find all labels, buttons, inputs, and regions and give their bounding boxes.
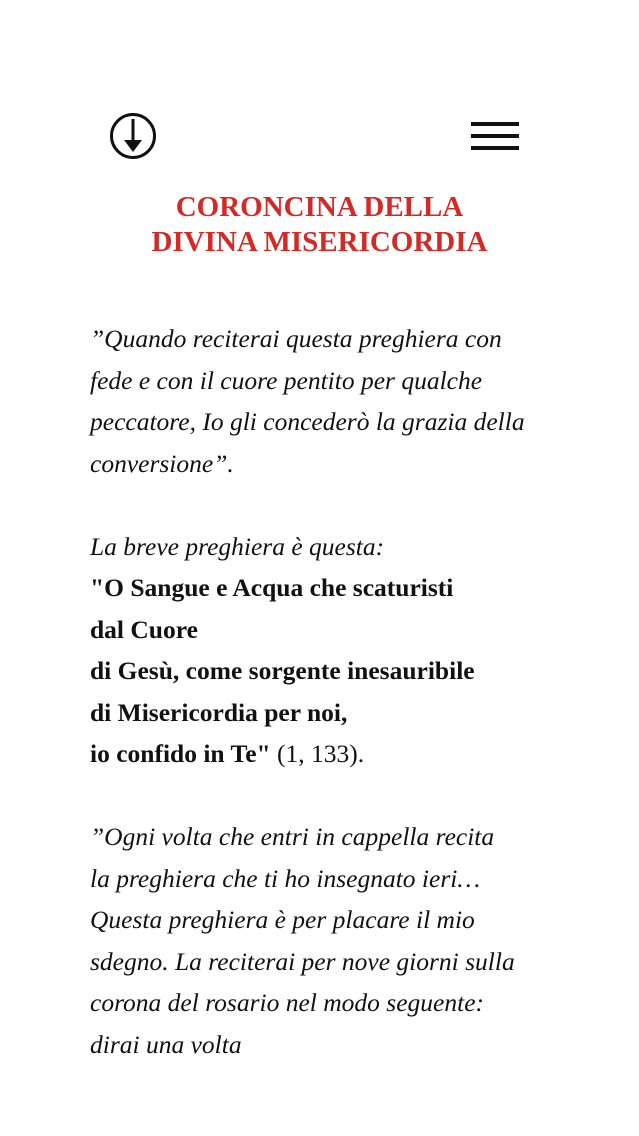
prayer-line: "O Sangue e Acqua che scaturisti — [90, 573, 454, 602]
top-bar — [0, 112, 639, 160]
prayer-line: io confido in Te" — [90, 739, 271, 768]
prayer-last-line — [90, 733, 560, 775]
prayer-text — [90, 318, 560, 1059]
prayer-line: dal Cuore — [90, 614, 198, 644]
prayer-line: di Misericordia per noi, — [90, 697, 348, 727]
prayer-intro: La breve preghiera è questa: — [90, 531, 385, 561]
quote-paragraph-2 — [90, 816, 560, 1065]
text-line: corona del rosario nel modo seguente: — [90, 988, 485, 1017]
text-line: la preghiera che ti ho insegnato ieri… — [90, 863, 481, 893]
title-line-1: CORONCINA DELLA — [175, 191, 464, 223]
text-line: ”Quando reciterai questa preghiera con — [90, 324, 502, 353]
prayer-line: di Gesù, come sorgente inesauribile — [90, 656, 475, 685]
text-line: sdegno. La reciterai per nove giorni sulla — [90, 946, 515, 976]
menu-button[interactable] — [471, 120, 519, 152]
down-arrow-circle-icon — [109, 112, 157, 160]
hamburger-menu-icon — [471, 120, 519, 152]
text-line: ”Ogni volta che entri in cappella recita — [90, 822, 495, 851]
text-line: Questa preghiera è per placare il mio — [90, 905, 475, 934]
text-line: conversione”. — [90, 448, 234, 478]
page-title — [0, 190, 639, 260]
download-button[interactable] — [109, 112, 157, 160]
prayer-paragraph — [90, 526, 560, 775]
quote-paragraph-1 — [90, 318, 560, 484]
title-line-2: DIVINA MISERICORDIA — [151, 226, 488, 258]
reference: (1, 133). — [270, 739, 365, 768]
text-line: fede e con il cuore pentito per qualche — [90, 365, 483, 395]
text-line: peccatore, Io gli concederò la grazia della — [90, 407, 525, 436]
text-line: dirai una volta — [90, 1029, 242, 1059]
